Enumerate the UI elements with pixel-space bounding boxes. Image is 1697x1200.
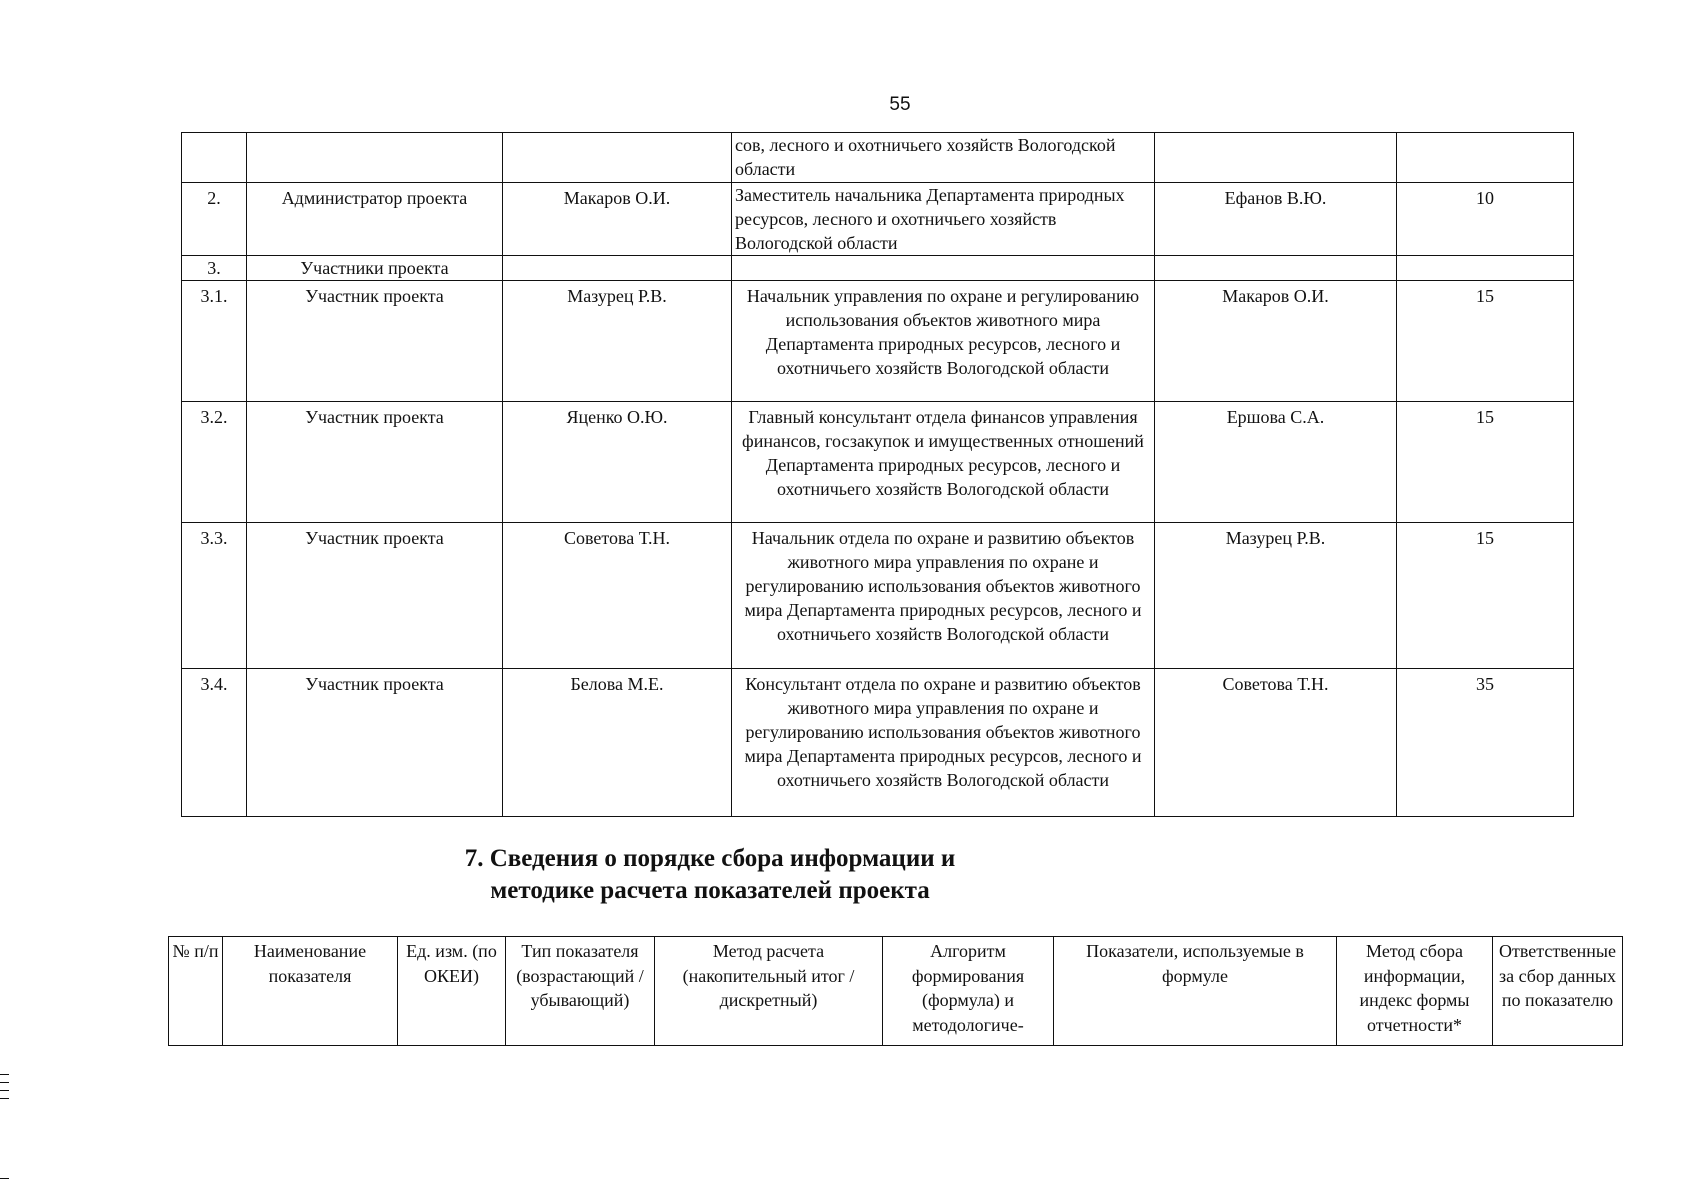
margin-mark bbox=[0, 1090, 9, 1091]
margin-mark bbox=[0, 1178, 9, 1179]
row-number: 3.2. bbox=[182, 402, 247, 523]
position-cell bbox=[732, 256, 1155, 281]
share-cell bbox=[1397, 256, 1574, 281]
table-row bbox=[182, 523, 1574, 669]
supervisor-cell: Мазурец Р.В. bbox=[1155, 523, 1397, 669]
supervisor-cell: Макаров О.И. bbox=[1155, 281, 1397, 402]
role-cell: Администратор проекта bbox=[247, 183, 503, 256]
header-cell-unit: Ед. изм. (по ОКЕИ) bbox=[398, 937, 506, 1046]
role-cell: Участник проекта bbox=[247, 523, 503, 669]
header-cell-calculation-method: Метод расчета (накопительный итог / дискретный) bbox=[655, 937, 883, 1046]
supervisor-cell: Ершова С.А. bbox=[1155, 402, 1397, 523]
row-number: 3.1. bbox=[182, 281, 247, 402]
position-cell: сов, лесного и охотничьего хозяйств Вологодской области bbox=[732, 133, 1155, 183]
position-cell: Главный консультант отдела финансов управления финансов, госзакупок и имущественных отношений Департамента природных ресурсов, лесного и охотничьего хозяйств Вологодской области bbox=[732, 402, 1155, 523]
table-row bbox=[182, 256, 1574, 281]
header-cell-indicator-name: Наименование показателя bbox=[223, 937, 398, 1046]
supervisor-cell: Советова Т.Н. bbox=[1155, 669, 1397, 817]
position-cell: Заместитель начальника Департамента природных ресурсов, лесного и охотничьего хозяйств Вологодской области bbox=[732, 183, 1155, 256]
table-row bbox=[182, 669, 1574, 817]
share-cell: 15 bbox=[1397, 281, 1574, 402]
position-cell: Начальник отдела по охране и развитию объектов животного мира управления по охране и регулированию использования объектов животного мира Департамента природных ресурсов, лесного и охотничьего хозяйств Вологодской области bbox=[732, 523, 1155, 669]
table-header-row bbox=[169, 937, 1623, 1046]
role-cell bbox=[247, 133, 503, 183]
role-cell: Участник проекта bbox=[247, 281, 503, 402]
margin-mark bbox=[0, 1098, 9, 1099]
share-cell: 15 bbox=[1397, 523, 1574, 669]
header-cell-collection-method: Метод сбора информации, индекс формы отчетности* bbox=[1337, 937, 1493, 1046]
position-cell: Начальник управления по охране и регулированию использования объектов животного мира Департамента природных ресурсов, лесного и охотничьего хозяйств Вологодской области bbox=[732, 281, 1155, 402]
project-team-table bbox=[181, 132, 1574, 817]
name-cell: Макаров О.И. bbox=[503, 183, 732, 256]
header-cell-formula-indicators: Показатели, используемые в формуле bbox=[1054, 937, 1337, 1046]
share-cell: 35 bbox=[1397, 669, 1574, 817]
share-cell bbox=[1397, 133, 1574, 183]
name-cell bbox=[503, 256, 732, 281]
table-row bbox=[182, 183, 1574, 256]
share-cell: 15 bbox=[1397, 402, 1574, 523]
role-cell: Участники проекта bbox=[247, 256, 503, 281]
row-number: 3.4. bbox=[182, 669, 247, 817]
row-number: 3. bbox=[182, 256, 247, 281]
table-row bbox=[182, 281, 1574, 402]
supervisor-cell bbox=[1155, 256, 1397, 281]
row-number: 2. bbox=[182, 183, 247, 256]
name-cell: Белова М.Е. bbox=[503, 669, 732, 817]
header-cell-indicator-type: Тип показателя (возрастающий / убывающий) bbox=[506, 937, 655, 1046]
name-cell: Яценко О.Ю. bbox=[503, 402, 732, 523]
role-cell: Участник проекта bbox=[247, 402, 503, 523]
indicators-table bbox=[168, 936, 1623, 1046]
name-cell bbox=[503, 133, 732, 183]
position-cell: Консультант отдела по охране и развитию объектов животного мира управления по охране и регулированию использования объектов животного мира Департамента природных ресурсов, лесного и охотничьего хозяйств Вологодской области bbox=[732, 669, 1155, 817]
header-cell-algorithm: Алгоритм формирования (формула) и методологиче- bbox=[883, 937, 1054, 1046]
share-cell: 10 bbox=[1397, 183, 1574, 256]
header-cell-responsible: Ответственные за сбор данных по показателю bbox=[1493, 937, 1623, 1046]
role-cell: Участник проекта bbox=[247, 669, 503, 817]
table-row bbox=[182, 402, 1574, 523]
margin-mark bbox=[0, 1074, 9, 1075]
supervisor-cell: Ефанов В.Ю. bbox=[1155, 183, 1397, 256]
row-number: 3.3. bbox=[182, 523, 247, 669]
name-cell: Советова Т.Н. bbox=[503, 523, 732, 669]
row-number bbox=[182, 133, 247, 183]
supervisor-cell bbox=[1155, 133, 1397, 183]
header-cell-number: № п/п bbox=[169, 937, 223, 1046]
page-number: 55 bbox=[889, 94, 911, 115]
section-title: 7. Сведения о порядке сбора информации и методике расчета показателей проекта bbox=[464, 845, 956, 904]
name-cell: Мазурец Р.В. bbox=[503, 281, 732, 402]
margin-mark bbox=[0, 1082, 9, 1083]
table-row bbox=[182, 133, 1574, 183]
